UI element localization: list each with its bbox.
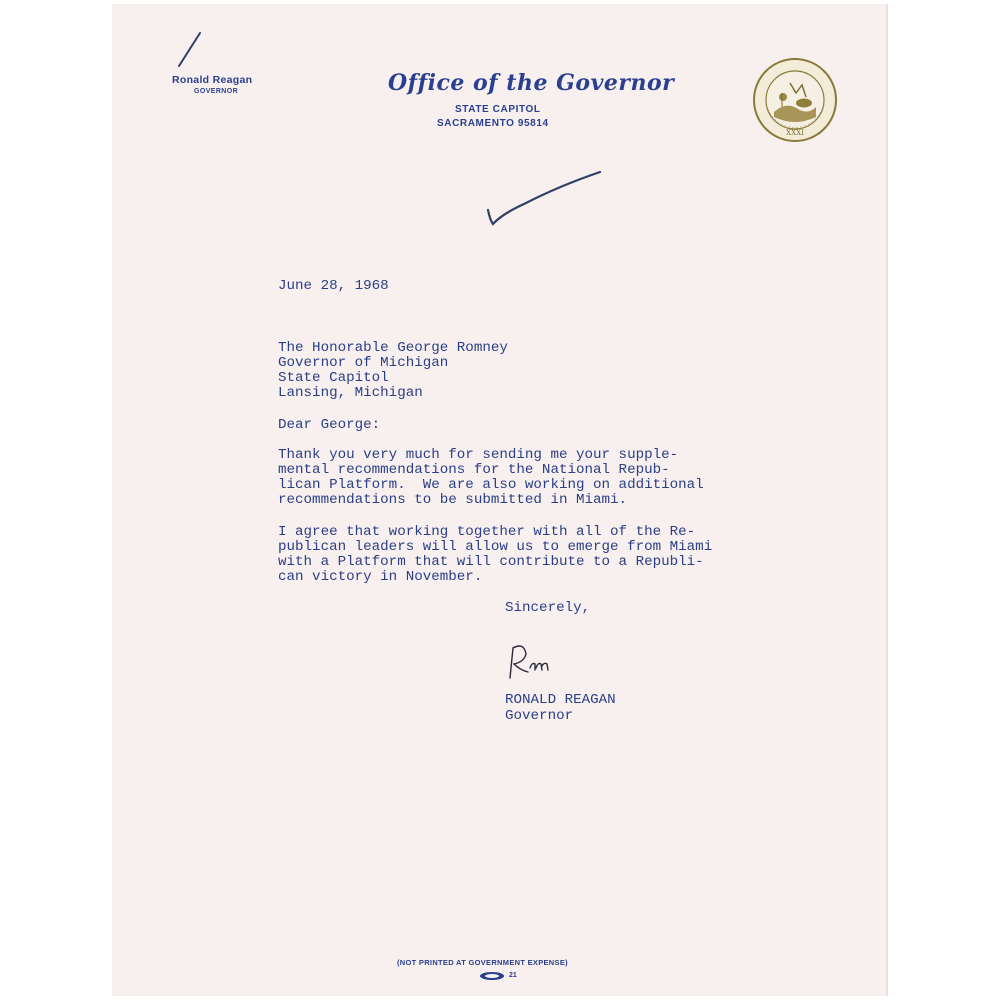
recipient-line-1: The Honorable George Romney [278, 340, 508, 356]
paragraph-1-line-4: recommendations to be submitted in Miami. [278, 492, 628, 508]
recipient-line-4: Lansing, Michigan [278, 385, 423, 401]
address-line-2: SACRAMENTO 95814 [437, 118, 549, 129]
salutation: Dear George: [278, 417, 381, 433]
office-title: Office of the Governor [388, 70, 675, 96]
union-bug-icon [478, 970, 506, 982]
letterhead-name: Ronald Reagan [172, 74, 253, 86]
footer-note: (NOT PRINTED AT GOVERNMENT EXPENSE) [397, 958, 568, 967]
svg-text:XXXI: XXXI [786, 129, 804, 137]
letter-date: June 28, 1968 [278, 278, 389, 294]
address-line-1: STATE CAPITOL [455, 104, 541, 115]
printer-code: 21 [509, 972, 517, 979]
signer-name: RONALD REAGAN [505, 692, 616, 708]
paragraph-1-line-3: lican Platform. We are also working on additional [278, 477, 704, 493]
pen-tick-mark-large [484, 168, 606, 232]
paper-edge [886, 4, 888, 996]
signature-ron [500, 640, 550, 684]
closing: Sincerely, [505, 600, 591, 616]
paragraph-2-line-4: can victory in November. [278, 569, 483, 585]
paragraph-1-line-2: mental recommendations for the National Repub- [278, 462, 670, 478]
paragraph-2-line-3: with a Platform that will contribute to a Republi- [278, 554, 704, 570]
recipient-line-3: State Capitol [278, 370, 389, 386]
recipient-line-2: Governor of Michigan [278, 355, 449, 371]
paragraph-2-line-2: publican leaders will allow us to emerge from Miami [278, 539, 713, 555]
signer-title: Governor [505, 708, 574, 724]
california-seal-icon [752, 57, 838, 143]
letterhead-title: GOVERNOR [194, 88, 239, 95]
pen-tick-mark-small [174, 30, 206, 70]
paragraph-2-line-1: I agree that working together with all of the Re- [278, 524, 696, 540]
paragraph-1-line-1: Thank you very much for sending me your supple- [278, 447, 679, 463]
